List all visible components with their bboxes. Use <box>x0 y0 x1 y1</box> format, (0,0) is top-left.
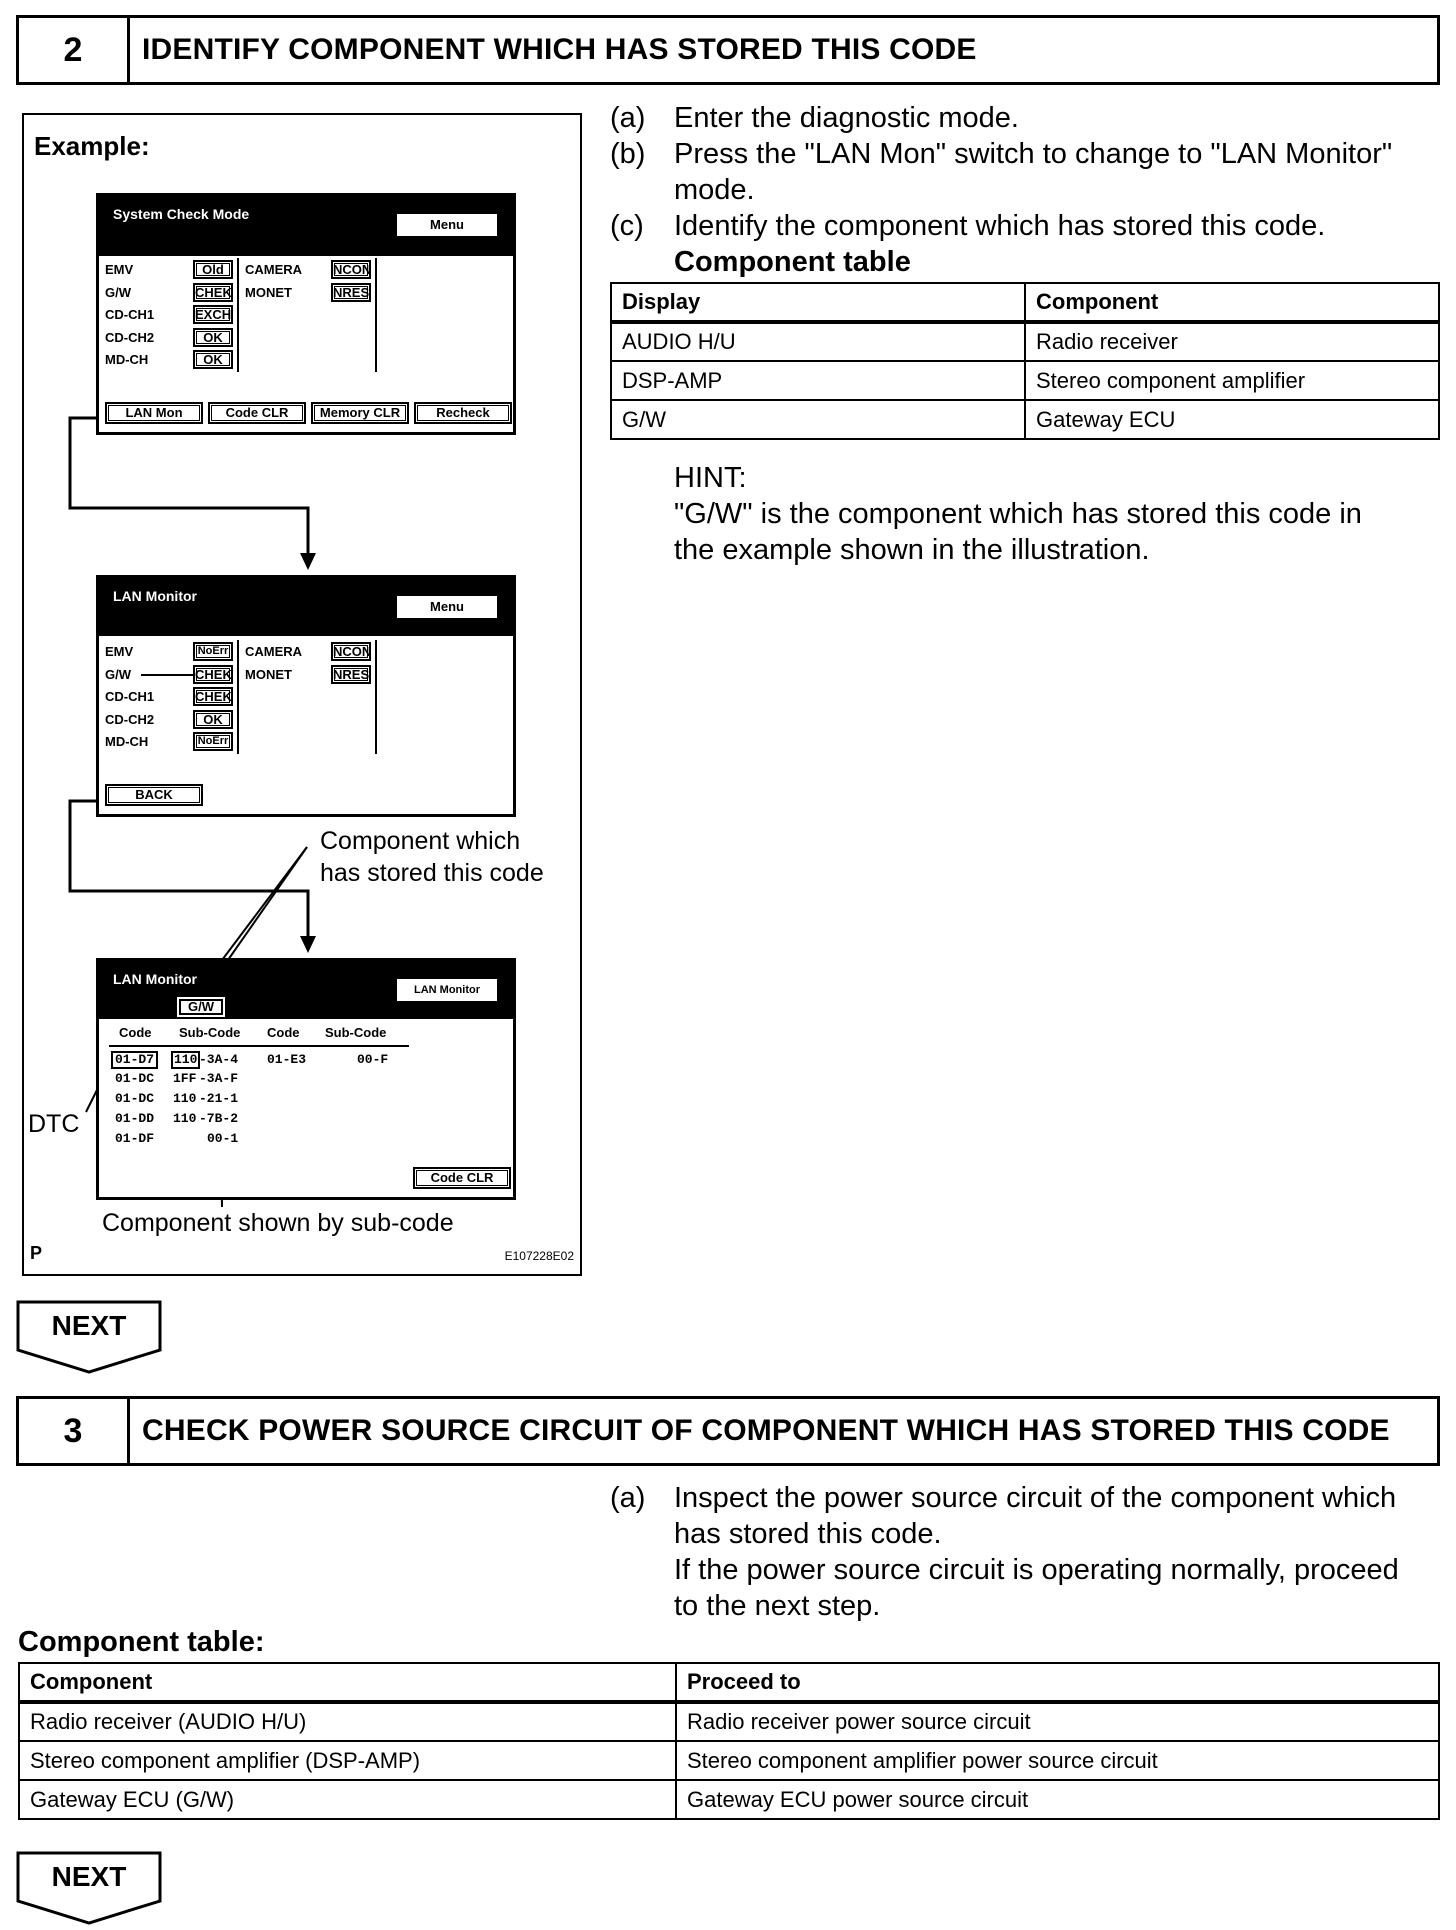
step-2-header <box>16 15 1440 85</box>
code-clr-button[interactable]: Code CLR <box>208 402 306 424</box>
table-header-cell: Component <box>19 1663 676 1702</box>
component-name: MD-CH <box>105 352 149 367</box>
step-title: IDENTIFY COMPONENT WHICH HAS STORED THIS CODE <box>142 33 977 66</box>
component-name: MD-CH <box>105 734 149 749</box>
next-button[interactable] <box>16 1300 162 1372</box>
sub-code-component: 1FF <box>173 1071 197 1086</box>
dtc-code: 01-DC <box>115 1091 155 1106</box>
step-title: CHECK POWER SOURCE CIRCUIT OF COMPONENT WHICH HAS STORED THIS CODE <box>142 1414 1390 1447</box>
component-name: MONET <box>245 667 292 682</box>
table-row <box>611 361 1439 400</box>
step-2-instructions <box>610 100 1430 280</box>
menu-button[interactable]: Menu <box>397 214 497 236</box>
table-cell: Radio receiver <box>1025 322 1439 361</box>
code-clr-button[interactable]: Code CLR <box>413 1167 511 1189</box>
step-3-instructions <box>610 1480 1440 1630</box>
table-row <box>19 1702 1439 1741</box>
column-divider <box>237 640 239 754</box>
status-badge: OK <box>193 350 233 369</box>
table-cell: Radio receiver (AUDIO H/U) <box>19 1702 676 1741</box>
status-badge: OK <box>193 328 233 347</box>
table-cell: DSP-AMP <box>611 361 1025 400</box>
status-badge: NoErr <box>193 732 233 751</box>
component-name: G/W <box>105 667 131 682</box>
instruction-text: Identify the component which has stored this code. <box>674 210 1326 242</box>
status-badge: NCON <box>333 262 372 277</box>
proceed-table <box>18 1662 1440 1820</box>
column-header: Sub-Code <box>179 1025 241 1040</box>
table-header-cell: Proceed to <box>676 1663 1439 1702</box>
table-cell: G/W <box>611 400 1025 439</box>
screen-title: LAN Monitor <box>113 588 197 604</box>
table-cell: Stereo component amplifier (DSP-AMP) <box>19 1741 676 1780</box>
status-badge: OK <box>193 710 233 729</box>
figure-id: E107228E02 <box>504 1249 574 1263</box>
sub-code: 00-F <box>357 1052 389 1067</box>
status-badge: Old <box>193 260 233 279</box>
corner-letter: P <box>30 1243 43 1263</box>
callout-line: has stored this code <box>320 859 544 887</box>
table-header-cell: Component <box>1025 283 1439 322</box>
component-name: CAMERA <box>245 262 303 277</box>
dtc-code: 01-E3 <box>267 1052 307 1067</box>
table-title: Component table <box>674 246 911 278</box>
dtc-label: DTC <box>28 1110 80 1138</box>
status-badge: CHEK <box>195 285 232 300</box>
component-name: CD-CH2 <box>105 330 155 345</box>
table-cell: Stereo component amplifier power source circuit <box>676 1741 1439 1780</box>
instruction-text: has stored this code. <box>674 1518 942 1550</box>
column-divider <box>375 258 377 372</box>
component-name: CD-CH2 <box>105 712 155 727</box>
sub-code: -7B-2 <box>199 1111 239 1126</box>
component-name: MONET <box>245 285 292 300</box>
hint <box>674 460 1434 570</box>
hint-label: HINT: <box>674 462 747 494</box>
hint-text: "G/W" is the component which has stored this code in <box>674 498 1362 530</box>
sub-code-component: 110 <box>173 1111 197 1126</box>
gw-pointer-line <box>141 674 193 676</box>
sub-code: -21-1 <box>199 1091 239 1106</box>
status-badge: CHEK <box>195 667 232 682</box>
table-title: Component table: <box>18 1626 265 1658</box>
instruction-text: mode. <box>674 174 755 206</box>
table-row <box>611 322 1439 361</box>
memory-clr-button[interactable]: Memory CLR <box>311 402 409 424</box>
table-row <box>19 1780 1439 1819</box>
status-badge: CHEK <box>195 689 232 704</box>
example-figure <box>22 113 582 1276</box>
component-name: G/W <box>105 285 131 300</box>
column-header: Code <box>267 1025 300 1040</box>
component-name: EMV <box>105 262 134 277</box>
component-name: CAMERA <box>245 644 303 659</box>
table-row <box>611 400 1439 439</box>
component-name: CD-CH1 <box>105 307 155 322</box>
hint-text: the example shown in the illustration. <box>674 534 1150 566</box>
gw-badge: G/W <box>177 997 225 1017</box>
table-cell: Gateway ECU (G/W) <box>19 1780 676 1819</box>
status-badge: NCON <box>333 644 372 659</box>
screen-title: System Check Mode <box>113 206 250 222</box>
component-table <box>610 282 1440 440</box>
table-cell: Stereo component amplifier <box>1025 361 1439 400</box>
status-badge: NRES <box>333 667 370 682</box>
status-badge: NRES <box>333 285 370 300</box>
table-header-cell: Display <box>611 283 1025 322</box>
sub-code-component: 110 <box>173 1091 197 1106</box>
table-cell: Gateway ECU <box>1025 400 1439 439</box>
step-number: 2 <box>19 18 130 82</box>
lan-monitor-button[interactable]: LAN Monitor <box>397 979 497 1001</box>
column-header: Code <box>119 1025 152 1040</box>
instruction-text: to the next step. <box>674 1590 881 1622</box>
lan-monitor-screen <box>96 575 516 817</box>
dtc-code: 01-DD <box>115 1111 155 1126</box>
dtc-code: 01-DC <box>115 1071 155 1086</box>
lan-monitor-detail-screen <box>96 958 516 1200</box>
instruction-text: Enter the diagnostic mode. <box>674 102 1019 134</box>
instruction-text: Press the "LAN Mon" switch to change to "LAN Monitor" <box>674 138 1393 170</box>
step-3-header <box>16 1396 1440 1466</box>
column-header: Sub-Code <box>325 1025 387 1040</box>
instruction-label: (a) <box>610 102 646 134</box>
next-label: NEXT <box>51 1861 127 1892</box>
sub-code: -3A-4 <box>199 1052 239 1067</box>
next-label: NEXT <box>51 1310 127 1341</box>
next-button[interactable] <box>16 1851 162 1923</box>
component-name: CD-CH1 <box>105 689 155 704</box>
component-callout <box>320 825 544 889</box>
status-badge: EXCH <box>195 307 232 322</box>
callout-line: Component which <box>320 827 521 855</box>
column-divider <box>375 640 377 754</box>
step-number: 3 <box>19 1399 130 1463</box>
table-header-row <box>611 283 1439 322</box>
component-name: EMV <box>105 644 134 659</box>
instruction-label: (a) <box>610 1482 646 1514</box>
example-label: Example: <box>34 131 150 161</box>
screen-title: LAN Monitor <box>113 971 197 987</box>
instruction-label: (b) <box>610 138 646 170</box>
table-row <box>19 1741 1439 1780</box>
sub-code: -3A-F <box>199 1071 239 1086</box>
instruction-text: Inspect the power source circuit of the component which <box>674 1482 1397 1514</box>
instruction-label: (c) <box>610 210 644 242</box>
menu-button[interactable]: Menu <box>397 596 497 618</box>
status-badge: NoErr <box>193 642 233 661</box>
instruction-text: If the power source circuit is operating normally, proceed <box>674 1554 1399 1586</box>
sub-code-label: Component shown by sub-code <box>102 1209 454 1237</box>
table-cell: Radio receiver power source circuit <box>676 1702 1439 1741</box>
sub-code: 00-1 <box>207 1131 239 1146</box>
recheck-button[interactable]: Recheck <box>414 402 512 424</box>
dtc-code: 01-DF <box>115 1131 155 1146</box>
back-button[interactable]: BACK <box>105 784 203 806</box>
lan-mon-button[interactable]: LAN Mon <box>105 402 203 424</box>
dtc-code: 01-D7 <box>111 1051 158 1069</box>
column-divider <box>237 258 239 372</box>
table-cell: AUDIO H/U <box>611 322 1025 361</box>
system-check-screen <box>96 193 516 435</box>
table-cell: Gateway ECU power source circuit <box>676 1780 1439 1819</box>
sub-code-component: 110 <box>171 1051 200 1069</box>
table-header-row <box>19 1663 1439 1702</box>
header-rule <box>109 1045 409 1047</box>
